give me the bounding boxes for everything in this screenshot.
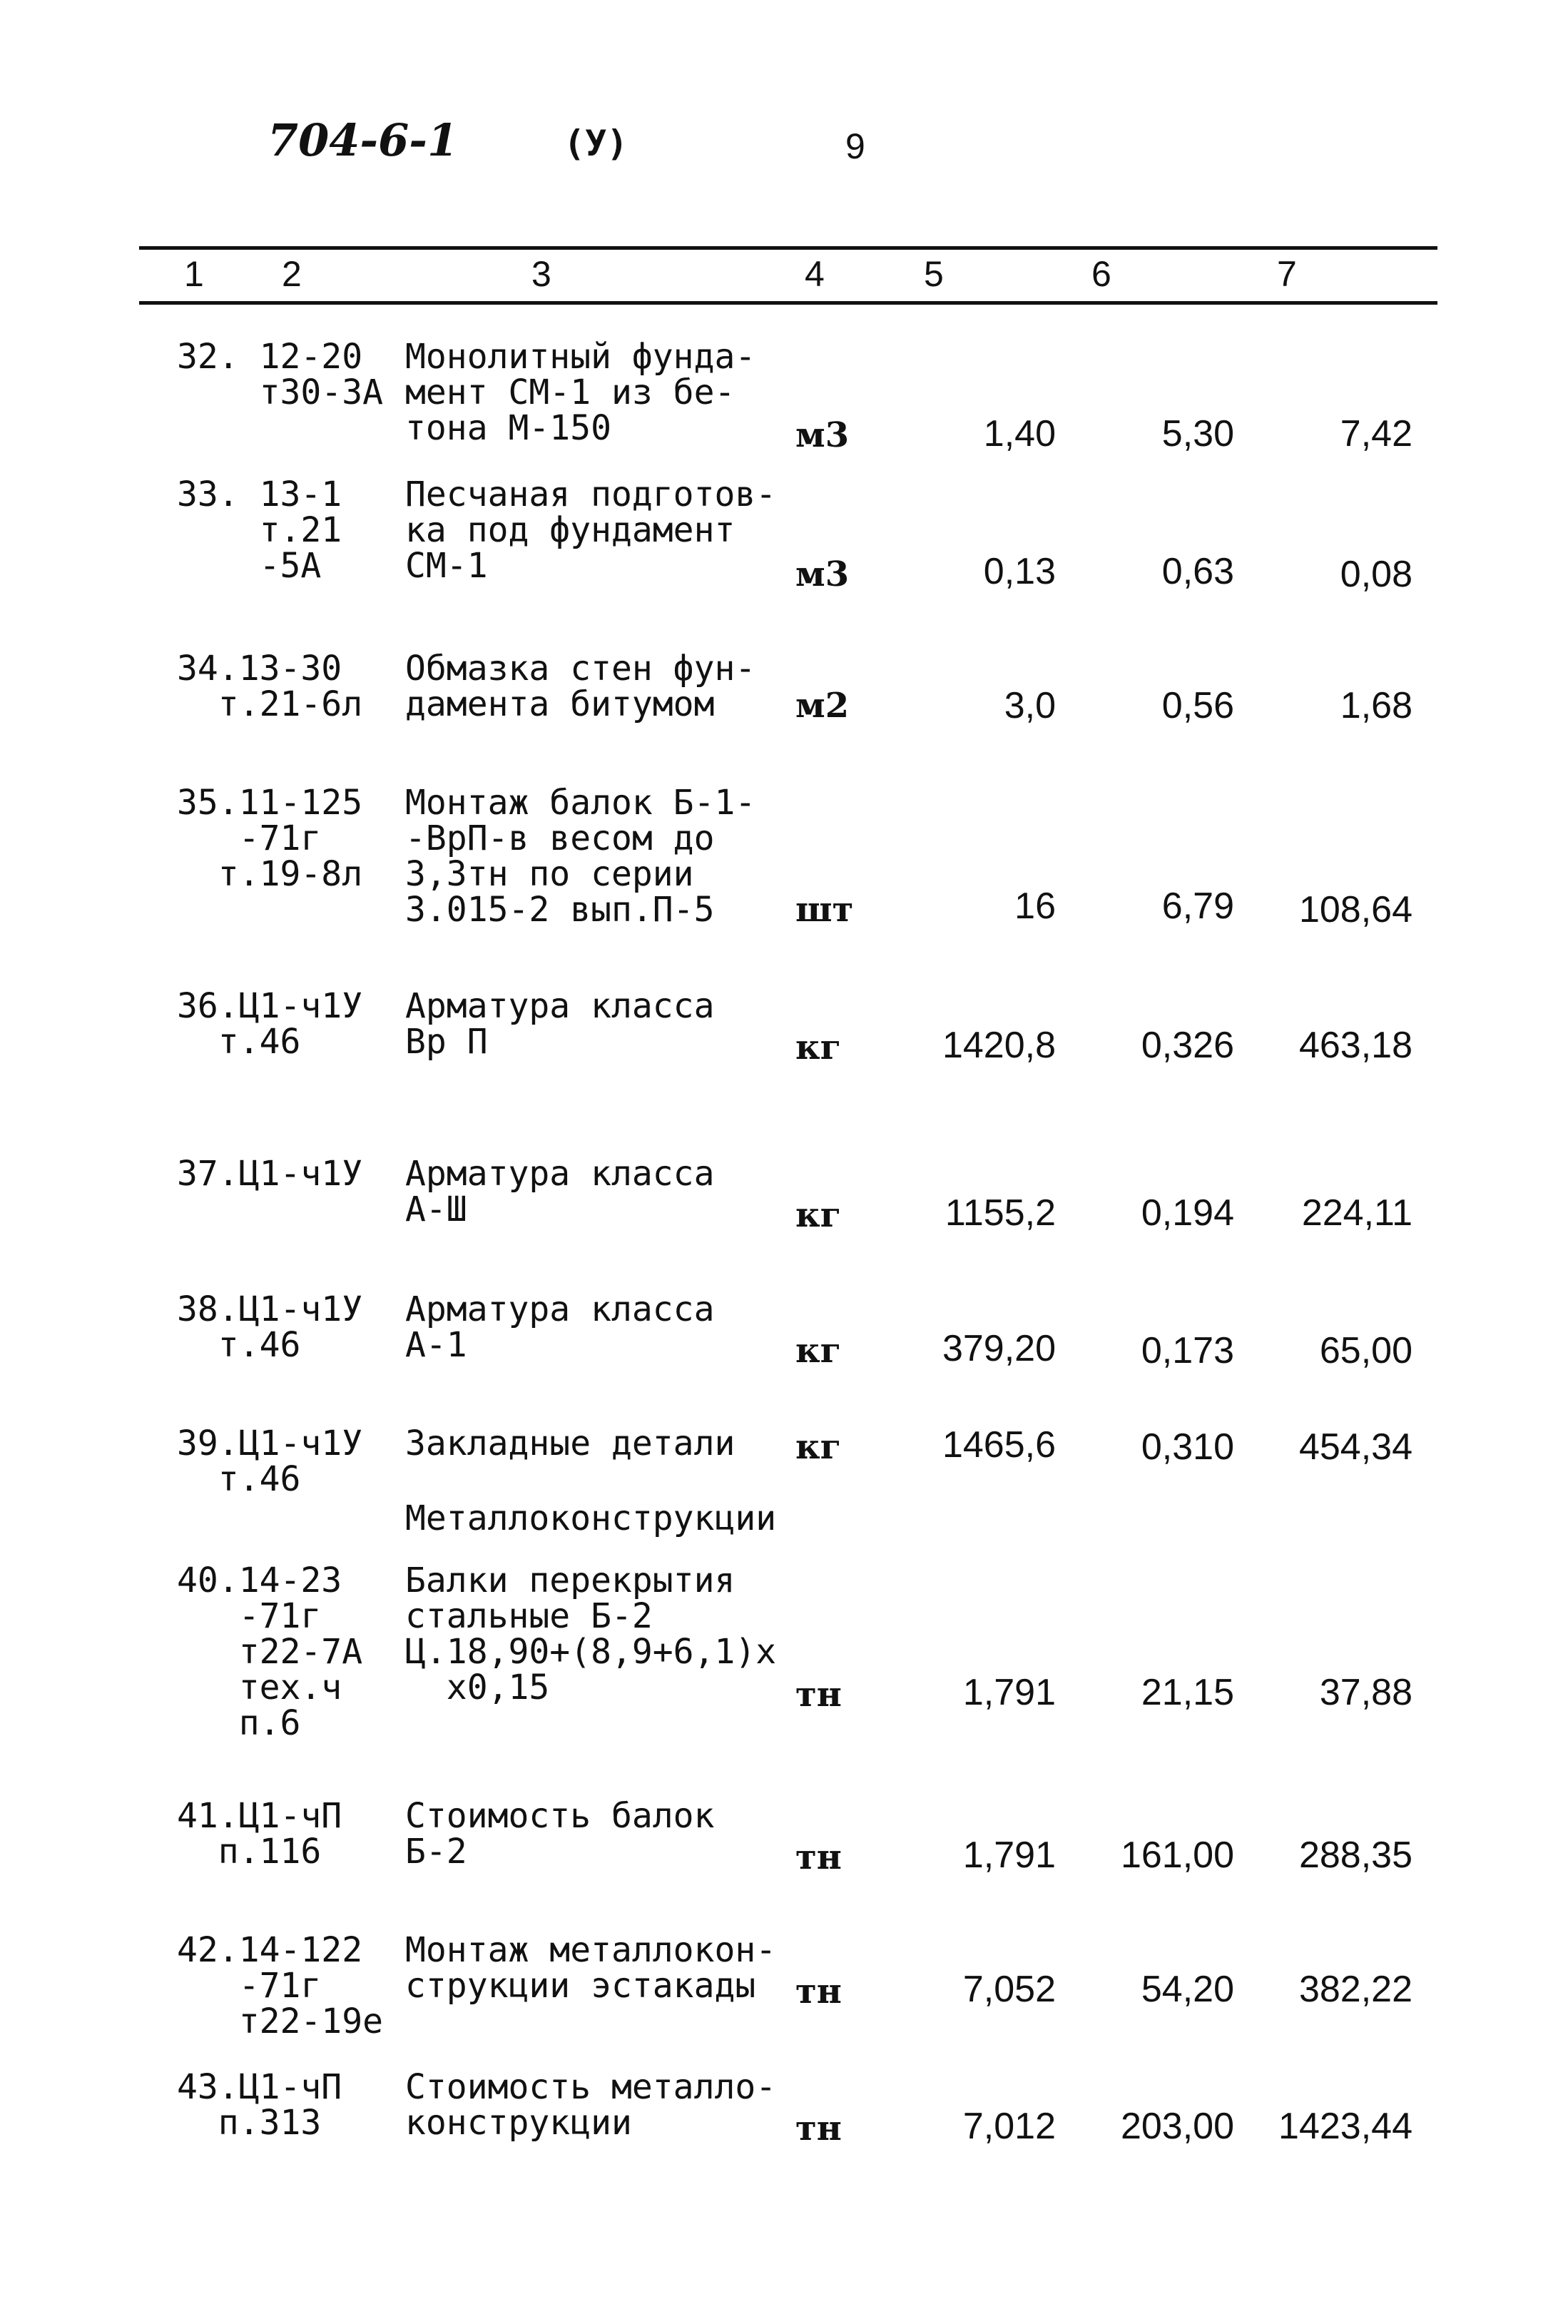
row-unit-price: 203,00 xyxy=(1120,2106,1234,2147)
row-reference: 32. 12-20 т30-3А xyxy=(177,337,383,412)
row-unit: тн xyxy=(795,1972,842,2011)
row-unit: м2 xyxy=(795,686,850,726)
column-number-3: 3 xyxy=(531,254,551,294)
row-reference: 35.11-125 -71г т.19-8л xyxy=(177,783,363,894)
column-number-6: 6 xyxy=(1091,254,1111,294)
row-unit-price: 0,173 xyxy=(1141,1330,1234,1371)
column-number-2: 2 xyxy=(282,254,302,294)
row-total: 288,35 xyxy=(1298,1835,1412,1876)
row-quantity: 16 xyxy=(1014,886,1056,927)
table-header-rule xyxy=(139,301,1437,305)
column-number-1: 1 xyxy=(184,254,204,294)
document-mark: (У) xyxy=(564,123,628,164)
row-unit: кг xyxy=(795,1427,842,1467)
row-quantity: 379,20 xyxy=(942,1328,1056,1369)
row-unit: тн xyxy=(795,1837,842,1877)
row-unit-price: 54,20 xyxy=(1141,1969,1234,2010)
row-description: Балки перекрытия стальные Б-2 Ц.18,90+(8,9+6,1)х х0,15 xyxy=(405,1561,777,1708)
row-reference: 33. 13-1 т.21 -5А xyxy=(177,475,342,586)
column-number-5: 5 xyxy=(924,254,944,294)
row-quantity: 7,052 xyxy=(962,1969,1056,2010)
row-unit: тн xyxy=(795,1675,842,1715)
row-unit-price: 0,194 xyxy=(1141,1192,1234,1234)
row-total: 7,42 xyxy=(1340,413,1412,455)
row-description: Арматура класса Вр П xyxy=(405,986,715,1062)
row-description: Монтаж металлокон- струкции эстакады xyxy=(405,1930,777,2006)
row-unit-price: 6,79 xyxy=(1161,886,1234,927)
row-description: Монтаж балок Б-1- -ВрП-в весом до 3,3тн по серии 3.015-2 вып.П-5 xyxy=(405,783,756,930)
row-unit-price: 0,326 xyxy=(1141,1025,1234,1066)
row-description: Стоимость балок Б-2 xyxy=(405,1796,715,1872)
row-total: 224,11 xyxy=(1301,1192,1412,1234)
row-total: 1423,44 xyxy=(1278,2106,1412,2147)
row-quantity: 1,40 xyxy=(983,413,1056,455)
row-reference: 36.Ц1-ч1У т.46 xyxy=(177,986,363,1062)
row-quantity: 1,791 xyxy=(962,1835,1056,1876)
row-quantity: 1420,8 xyxy=(942,1025,1056,1066)
row-unit-price: 0,56 xyxy=(1161,685,1234,726)
document-code: 704-6-1 xyxy=(268,114,459,166)
row-description: Монолитный фунда- мент СМ-1 из бе- тона М-150 xyxy=(405,337,756,448)
row-unit: шт xyxy=(795,890,854,930)
row-unit: кг xyxy=(795,1331,842,1371)
row-description: Закладные детали xyxy=(405,1424,735,1463)
row-reference: 43.Ц1-чП п.313 xyxy=(177,2067,342,2143)
row-description: Песчаная подготов- ка под фундамент СМ-1 xyxy=(405,475,777,586)
row-reference: 37.Ц1-ч1У xyxy=(177,1154,363,1194)
row-total: 1,68 xyxy=(1340,685,1412,726)
row-description: Обмазка стен фун- дамента битумом xyxy=(405,649,756,724)
row-description: Арматура класса А-Ш xyxy=(405,1154,715,1229)
row-quantity: 1465,6 xyxy=(942,1424,1056,1466)
row-quantity: 0,13 xyxy=(983,551,1056,592)
row-total: 454,34 xyxy=(1298,1426,1412,1468)
row-total: 382,22 xyxy=(1298,1969,1412,2010)
column-number-4: 4 xyxy=(805,254,825,294)
row-unit: кг xyxy=(795,1027,842,1067)
page-number: 9 xyxy=(845,126,865,166)
row-quantity: 1,791 xyxy=(962,1672,1056,1713)
row-unit: тн xyxy=(795,2109,842,2148)
row-unit-price: 21,15 xyxy=(1141,1672,1234,1713)
column-number-7: 7 xyxy=(1277,254,1297,294)
row-unit-price: 5,30 xyxy=(1161,413,1234,455)
row-unit-price: 0,310 xyxy=(1141,1426,1234,1468)
table-top-rule xyxy=(139,246,1437,250)
row-total: 463,18 xyxy=(1298,1025,1412,1066)
row-total: 65,00 xyxy=(1319,1330,1412,1371)
row-total: 108,64 xyxy=(1298,889,1412,930)
row-quantity: 3,0 xyxy=(1004,685,1056,726)
row-reference: 42.14-122 -71г т22-19е xyxy=(177,1930,383,2041)
row-description: Арматура класса А-1 xyxy=(405,1289,715,1365)
section-heading: Металлоконструкции xyxy=(405,1498,777,1538)
row-reference: 41.Ц1-чП п.116 xyxy=(177,1796,342,1872)
row-quantity: 7,012 xyxy=(962,2106,1056,2147)
row-unit-price: 0,63 xyxy=(1161,551,1234,592)
row-reference: 38.Ц1-ч1У т.46 xyxy=(177,1289,363,1365)
row-unit: кг xyxy=(795,1195,842,1235)
row-total: 0,08 xyxy=(1340,554,1412,595)
row-unit-price: 161,00 xyxy=(1120,1835,1234,1876)
row-reference: 34.13-30 т.21-6л xyxy=(177,649,363,724)
row-quantity: 1155,2 xyxy=(945,1192,1056,1234)
row-total: 37,88 xyxy=(1319,1672,1412,1713)
row-reference: 39.Ц1-ч1У т.46 xyxy=(177,1424,363,1499)
row-unit: м3 xyxy=(795,554,850,594)
row-description: Стоимость металло- конструкции xyxy=(405,2067,777,2143)
row-unit: м3 xyxy=(795,415,850,455)
row-reference: 40.14-23 -71г т22-7А тех.ч п.6 xyxy=(177,1561,363,1743)
